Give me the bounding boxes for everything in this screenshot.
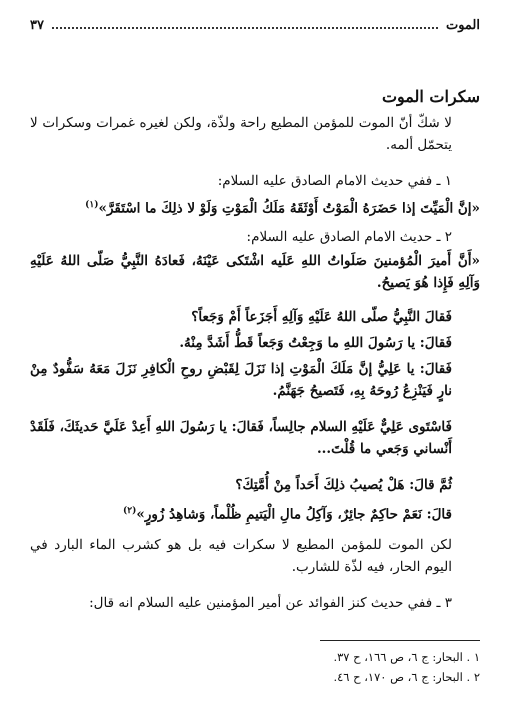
answer-3-text: قالَ: نَعَمْ حاكِمٌ جائِرٌ، وَآكِلُ مالِ الْيَتيمِ ظُلْماً، وَشاهِدُ زُورٍ» xyxy=(136,506,452,523)
item-1-text: «إنَّ الْمَيِّتَ إذا حَضَرَهُ الْمَوْتُ أَوْثَقَهُ مَلَكُ الْمَوْتِ وَلَوْ لا ذلِكَ ما اسْتَقَرَّ» xyxy=(98,200,480,217)
dialogue-question-2: فَقالَ: يا عَلِيُّ إنَّ مَلَكَ الْمَوْتِ إذا نَزَلَ لِقَبْضِ روحِ الْكافِرِ نَزَلَ مَعَهُ سَفُّودٌ مِنْ نارٍ فَيَنْزِعُ رُوحَهُ بِهِ، فَتَصيحُ جَهَنَّمُ. xyxy=(30,361,452,399)
item-2-label: ٢ ـ حديث الامام الصادق عليه السلام: xyxy=(246,229,452,245)
dotted-leader xyxy=(52,21,438,29)
intro-paragraph: لا شكّ أنّ الموت للمؤمن المطيع راحة ولذّة، ولكن لغيره غمرات وسكرات لا يتحمّل ألمه. xyxy=(30,115,452,153)
footnote-1: ١ . البحار: ج ٦، ص ١٦٦، ح ٣٧. xyxy=(333,650,480,664)
item-1-label: ١ ـ ففي حديث الامام الصادق عليه السلام: xyxy=(217,173,452,189)
item-3-label: ٣ ـ ففي حديث كنز الفوائد عن أمير المؤمنين عليه السلام انه قال: xyxy=(89,595,452,611)
dialogue-question-1: فَقالَ النَّبِيُّ صلّى اللهُ عَلَيْهِ وَآلِهِ أَجَزَعاً أَمْ وَجَعاً؟ xyxy=(191,309,452,325)
dialogue-answer-1: فَقالَ: يا رَسُولَ اللهِ ما وَجِعْتُ وَجَعاً قَطُّ أَشَدَّ مِنْهُ. xyxy=(179,335,452,351)
item-2-quote: «أَنَّ أَميرَ الْمُؤمنينَ صَلَواتُ اللهِ عَلَيه اشْتَكى عَيْنَهُ، فَعادَهُ النَّبِيُّ صَلّى اللهُ عَلَيْهِ وَآلِهِ فَإِذا هُوَ يَصيحُ. xyxy=(30,253,480,291)
page-number: ٣٧ xyxy=(30,17,44,33)
closing-paragraph: لكن الموت للمؤمن المطيع لا سكرات فيه بل هو كشرب الماء البارد في اليوم الحار، فيه لذّة للشارب. xyxy=(30,537,452,575)
running-title: الموت xyxy=(445,17,480,33)
dialogue-question-3: ثُمَّ قالَ: هَلْ يُصيبُ ذلِكَ أَحَداً مِنْ أُمَّتِكَ؟ xyxy=(235,477,452,493)
footnote-2: ٢ . البحار: ج ٦، ص ١٧٠، ح ٤٦. xyxy=(333,670,480,684)
footnote-ref-1: (١) xyxy=(85,200,99,210)
dialogue-answer-3 xyxy=(30,500,480,526)
footnote-rule xyxy=(320,640,480,641)
section-title: سكرات الموت xyxy=(381,87,480,106)
dialogue-answer-2: فَاسْتَوى عَلِيٌّ عَلَيْهِ السلام جالِساً، فَقالَ: يا رَسُولَ اللهِ أَعِدْ عَلَيَّ حَديثَكَ، فَلَقَدْ أَنْساني وَجَعي ما قُلْتَ... xyxy=(30,419,452,457)
running-head xyxy=(30,14,480,36)
footnote-ref-2: (٢) xyxy=(123,506,137,516)
item-1-quote xyxy=(30,194,480,220)
